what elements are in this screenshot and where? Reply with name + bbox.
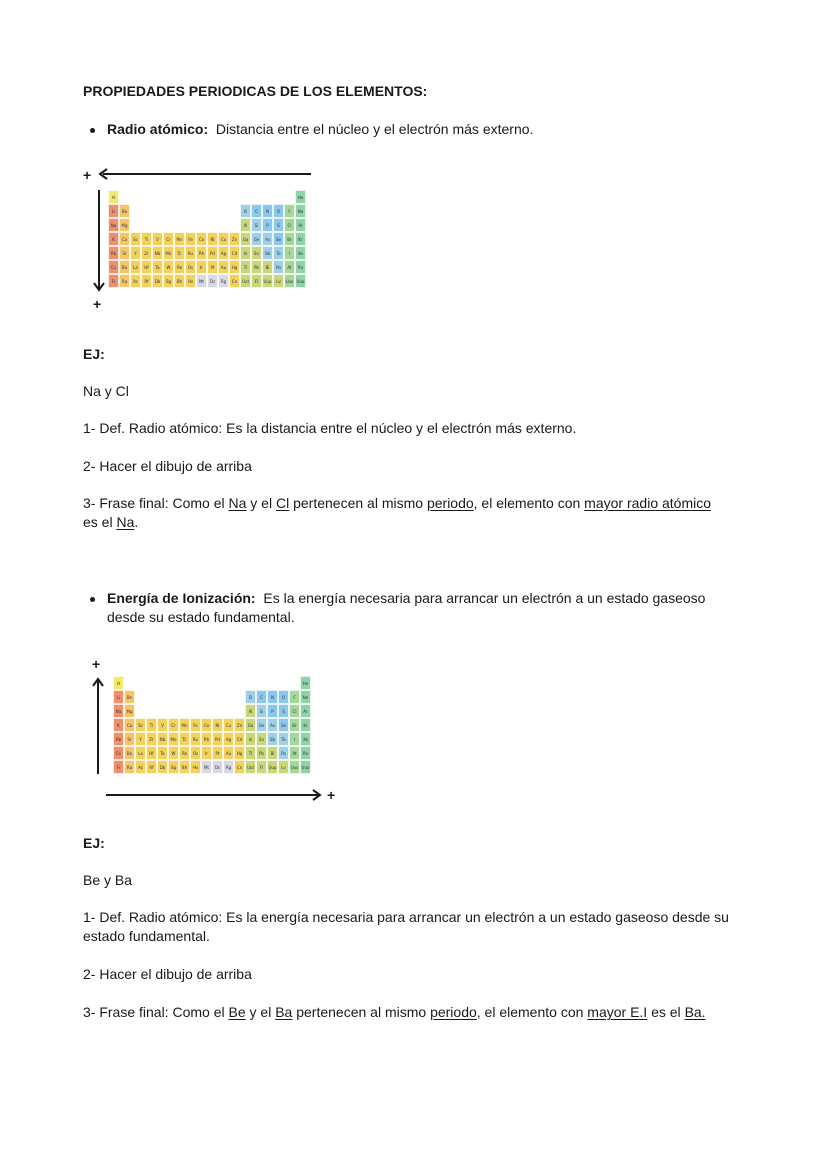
element-cell: Ac	[130, 274, 141, 288]
element-cell: C	[251, 204, 262, 218]
element-cell: Hg	[229, 260, 240, 274]
step-conclusion: 3- Frase final: Como el Na y el Cl pertenecen al mismo periodo, el elemento con mayor radio atómico	[83, 495, 712, 511]
element-cell: Cs	[113, 746, 124, 760]
element-cell: Li	[113, 690, 124, 704]
element-cell: Pd	[212, 732, 223, 746]
element-cell: Po	[278, 746, 289, 760]
element-cell: Ca	[124, 718, 135, 732]
mayor-word: mayor	[587, 1004, 631, 1020]
periodo-word: periodo	[426, 495, 474, 511]
element-cell: Sg	[163, 274, 174, 288]
step-conclusion-line2: es el Na.	[83, 514, 139, 530]
example-pair: Na y Cl	[83, 383, 129, 399]
element-cell: O	[278, 690, 289, 704]
element-cell: Ds	[207, 274, 218, 288]
element-cell: Tc	[174, 246, 185, 260]
step-conclusion: 3- Frase final: Como el Be y el Ba pertenecen al mismo periodo, el elemento con mayor E.I es el Ba.	[83, 1004, 706, 1020]
element-cell: H	[108, 190, 119, 204]
element-cell: Ge	[251, 232, 262, 246]
element-cell: Ru	[190, 732, 201, 746]
element-cell: Pb	[256, 746, 267, 760]
element-cell: Cd	[234, 732, 245, 746]
element-cell: O	[273, 204, 284, 218]
element-cell: K	[113, 718, 124, 732]
element-cell: Mt	[201, 760, 212, 774]
element-cell: At	[289, 746, 300, 760]
element-cell: Ra	[119, 274, 130, 288]
element-cell: N	[267, 690, 278, 704]
element-cell: Sr	[124, 732, 135, 746]
section1-term: Radio atómico:	[107, 121, 209, 137]
element-cell: Fl	[251, 274, 262, 288]
element-cell: Ti	[146, 718, 157, 732]
element-cell: Pt	[212, 746, 223, 760]
element-cell: Cr	[168, 718, 179, 732]
element-cell: Au	[223, 746, 234, 760]
figure2-plus-right: +	[327, 787, 336, 803]
element-cell: Sr	[119, 246, 130, 260]
element-cell: Y	[130, 246, 141, 260]
element-cell: In	[240, 246, 251, 260]
element-cell: Ag	[218, 246, 229, 260]
element-cell: Mo	[168, 732, 179, 746]
step-definition-line2: estado fundamental.	[83, 928, 210, 944]
element-cell: Ra	[124, 760, 135, 774]
element-cell: Ba	[119, 260, 130, 274]
element-cell: Zr	[146, 732, 157, 746]
element-cell: Fr	[108, 274, 119, 288]
element-cell: Ni	[212, 718, 223, 732]
element-cell: P	[262, 218, 273, 232]
property-word: E.I	[630, 1004, 648, 1020]
element-cell: Pb	[251, 260, 262, 274]
element-cell: Te	[273, 246, 284, 260]
element-cell: Ir	[196, 260, 207, 274]
element-cell: Mn	[179, 718, 190, 732]
down-arrow-icon	[92, 190, 106, 295]
element-cell: Rf	[141, 274, 152, 288]
element-cell: Rh	[196, 246, 207, 260]
element-cell: Cl	[289, 704, 300, 718]
section2-term: Energía de Ionización:	[107, 590, 256, 606]
element-cell: Au	[218, 260, 229, 274]
element-cell: Db	[157, 760, 168, 774]
element-cell: Co	[196, 232, 207, 246]
mayor-word: mayor	[584, 495, 627, 511]
element-cell: Sc	[130, 232, 141, 246]
section2-definition: Es la energía necesaria para arrancar un electrón a un estado gaseoso	[263, 590, 706, 606]
element-cell: Cu	[223, 718, 234, 732]
element-cell: Po	[273, 260, 284, 274]
example-label: EJ:	[83, 835, 105, 851]
element-cell: Mt	[196, 274, 207, 288]
element-cell: F	[284, 204, 295, 218]
element-cell: Ga	[245, 718, 256, 732]
element-cell: Si	[251, 218, 262, 232]
element-cell: Ta	[152, 260, 163, 274]
element-cell: Ir	[201, 746, 212, 760]
element-cell: I	[284, 246, 295, 260]
element-cell: Uuo	[295, 274, 306, 288]
figure2-plus-top: +	[92, 656, 101, 672]
element-cell: Ar	[300, 704, 311, 718]
periodic-table-figure	[108, 190, 306, 288]
element-be: Be	[228, 1004, 246, 1020]
element-cell: Os	[190, 746, 201, 760]
element-cell: B	[245, 690, 256, 704]
element-cell: Hs	[190, 760, 201, 774]
element-cell: Xe	[300, 732, 311, 746]
element-cell: Co	[201, 718, 212, 732]
section2-heading	[107, 589, 705, 608]
result-element: Ba.	[684, 1004, 706, 1020]
element-cell: Ba	[124, 746, 135, 760]
element-cell: Xe	[295, 246, 306, 260]
element-cell: Uup	[262, 274, 273, 288]
element-cell: Mg	[124, 704, 135, 718]
element-cell: Rh	[201, 732, 212, 746]
element-cell: Ag	[223, 732, 234, 746]
element-cell: K	[108, 232, 119, 246]
element-cell: Cd	[229, 246, 240, 260]
section1-definition: Distancia entre el núcleo y el electrón más externo.	[215, 121, 534, 137]
element-cell: Si	[256, 704, 267, 718]
element-cell: Ac	[135, 760, 146, 774]
element-cell: Uuo	[300, 760, 311, 774]
element-cell: Sn	[251, 246, 262, 260]
result-element: Na	[116, 514, 135, 530]
page-title: PROPIEDADES PERIODICAS DE LOS ELEMENTOS:	[83, 83, 428, 99]
element-cell: Bh	[179, 760, 190, 774]
step-drawing: 2- Hacer el dibujo de arriba	[83, 458, 252, 474]
element-cell: Bh	[174, 274, 185, 288]
element-cell: Ds	[212, 760, 223, 774]
figure1-plus-top: +	[83, 167, 92, 183]
element-cell: Y	[135, 732, 146, 746]
element-cell: Hs	[185, 274, 196, 288]
element-cell: H	[113, 676, 124, 690]
element-cell: S	[273, 218, 284, 232]
element-cell: Cr	[163, 232, 174, 246]
element-cell: Lv	[278, 760, 289, 774]
element-cell: Re	[179, 746, 190, 760]
element-cell: W	[163, 260, 174, 274]
element-cell: Pt	[207, 260, 218, 274]
element-cell: Uup	[267, 760, 278, 774]
example-pair: Be y Ba	[83, 872, 133, 888]
element-cell: Rg	[223, 760, 234, 774]
element-cell: He	[300, 676, 311, 690]
element-cell: Sb	[267, 732, 278, 746]
element-cell: Nb	[152, 246, 163, 260]
element-cell: Ge	[256, 718, 267, 732]
element-cell: Ta	[157, 746, 168, 760]
element-cell: Rn	[295, 260, 306, 274]
element-cell: In	[245, 732, 256, 746]
periodic-table-figure	[113, 676, 311, 774]
element-cell: Kr	[295, 232, 306, 246]
up-arrow-icon	[91, 676, 105, 776]
element-cell: Sc	[135, 718, 146, 732]
element-cell: Sg	[168, 760, 179, 774]
element-cell: Cu	[218, 232, 229, 246]
element-cell: Cs	[108, 260, 119, 274]
element-cell: Rg	[218, 274, 229, 288]
element-cell: Se	[273, 232, 284, 246]
element-cell: La	[135, 746, 146, 760]
element-cell: Sn	[256, 732, 267, 746]
section1-heading	[107, 120, 533, 139]
element-cell: Tc	[179, 732, 190, 746]
element-cell: At	[284, 260, 295, 274]
element-cell: Mg	[119, 218, 130, 232]
element-cell: Mn	[174, 232, 185, 246]
element-cell: Hf	[146, 746, 157, 760]
left-arrow-icon	[97, 166, 315, 182]
element-cell: Be	[124, 690, 135, 704]
element-cell: C	[256, 690, 267, 704]
bullet-dot	[90, 128, 95, 133]
element-cell: Uus	[289, 760, 300, 774]
element-cell: Ru	[185, 246, 196, 260]
periodo-word: periodo	[430, 1004, 477, 1020]
element-cell: Br	[289, 718, 300, 732]
element-cell: Ar	[295, 218, 306, 232]
element-cell: Cl	[284, 218, 295, 232]
element-cell: Tl	[245, 746, 256, 760]
element-cell: Na	[113, 704, 124, 718]
element-cell: Zr	[141, 246, 152, 260]
element-ba: Ba	[275, 1004, 293, 1020]
element-cell: B	[240, 204, 251, 218]
element-cell: As	[262, 232, 273, 246]
element-cell: Uus	[284, 274, 295, 288]
element-cell: Br	[284, 232, 295, 246]
element-cell: Mo	[163, 246, 174, 260]
step-drawing: 2- Hacer el dibujo de arriba	[83, 966, 252, 982]
element-cell: Al	[240, 218, 251, 232]
element-cell: I	[289, 732, 300, 746]
element-cell: Cn	[229, 274, 240, 288]
element-cell: Be	[119, 204, 130, 218]
element-cell: Se	[278, 718, 289, 732]
element-cell: Zn	[234, 718, 245, 732]
element-cell: Rb	[113, 732, 124, 746]
element-cell: La	[130, 260, 141, 274]
element-cell: Kr	[300, 718, 311, 732]
element-cell: Fr	[113, 760, 124, 774]
element-cell: Db	[152, 274, 163, 288]
element-cell: Rb	[108, 246, 119, 260]
element-cell: V	[152, 232, 163, 246]
element-cell: Fe	[185, 232, 196, 246]
element-cell: Ne	[300, 690, 311, 704]
element-cell: Ne	[295, 204, 306, 218]
element-cell: Cn	[234, 760, 245, 774]
bullet-dot	[90, 597, 95, 602]
element-cell: Rn	[300, 746, 311, 760]
example-label: EJ:	[83, 346, 105, 362]
element-cell: Bi	[262, 260, 273, 274]
element-cell: S	[278, 704, 289, 718]
element-cell: Ti	[141, 232, 152, 246]
element-cell: Rf	[146, 760, 157, 774]
element-cell: V	[157, 718, 168, 732]
element-cell: Pd	[207, 246, 218, 260]
element-cell: Zn	[229, 232, 240, 246]
element-cell: Nb	[157, 732, 168, 746]
element-cell: Bi	[267, 746, 278, 760]
step-definition: 1- Def. Radio atómico: Es la distancia entre el núcleo y el electrón más externo.	[83, 420, 577, 436]
element-cell: Uut	[245, 760, 256, 774]
element-cell: Ca	[119, 232, 130, 246]
element-cell: Re	[174, 260, 185, 274]
element-cell: Fl	[256, 760, 267, 774]
right-arrow-icon	[104, 788, 324, 802]
element-cell: N	[262, 204, 273, 218]
element-cell: W	[168, 746, 179, 760]
property-word: radio atómico	[626, 495, 712, 511]
element-cell: Na	[108, 218, 119, 232]
element-cell: P	[267, 704, 278, 718]
element-cell: Uut	[240, 274, 251, 288]
figure1-plus-bottom: +	[93, 296, 102, 312]
element-cell: As	[267, 718, 278, 732]
element-cell: Os	[185, 260, 196, 274]
step-definition: 1- Def. Radio atómico: Es la energía necesaria para arrancar un electrón a un estado gaseoso desde su	[83, 909, 729, 925]
element-cell: Hf	[141, 260, 152, 274]
element-cell: Sb	[262, 246, 273, 260]
element-na: Na	[228, 495, 247, 511]
element-cell: He	[295, 190, 306, 204]
section2-definition-line2: desde su estado fundamental.	[107, 609, 295, 625]
element-cell: Te	[278, 732, 289, 746]
element-cell: Lv	[273, 274, 284, 288]
element-cell: Ga	[240, 232, 251, 246]
element-cell: Hg	[234, 746, 245, 760]
element-cell: Al	[245, 704, 256, 718]
element-cell: Li	[108, 204, 119, 218]
element-cell: Tl	[240, 260, 251, 274]
element-cl: Cl	[275, 495, 290, 511]
element-cell: Ni	[207, 232, 218, 246]
element-cell: F	[289, 690, 300, 704]
element-cell: Fe	[190, 718, 201, 732]
